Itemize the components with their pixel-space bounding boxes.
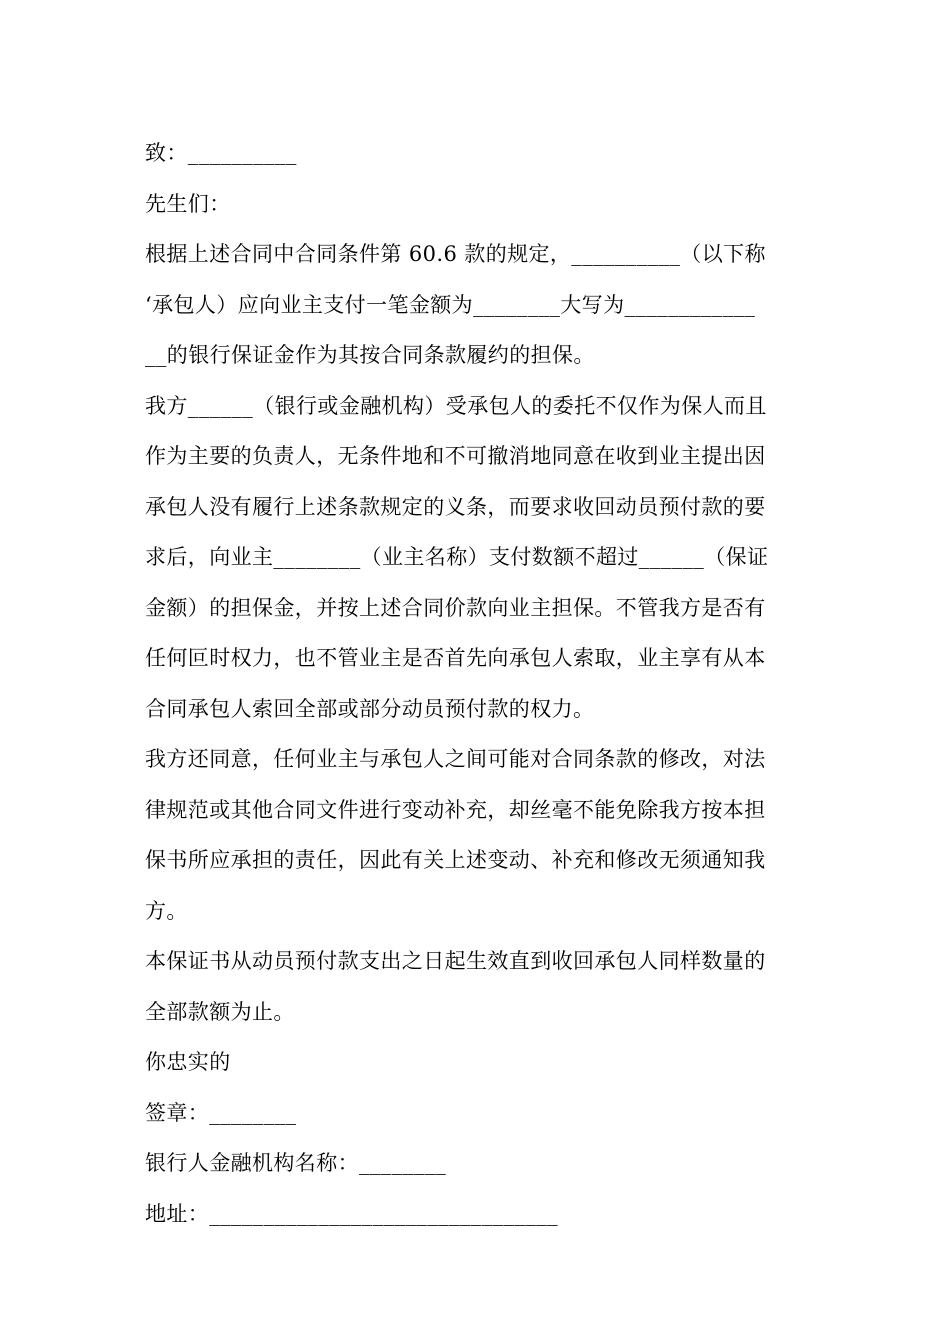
paragraph-3-line-2: 律规范或其他合同文件进行变动补充，却丝毫不能免除我方按本担 <box>145 797 766 822</box>
addressee-line: 致：__________ <box>145 141 297 165</box>
paragraph-1-line-3: __的银行保证金作为其按合同条款履约的担保。 <box>145 343 595 367</box>
paragraph-2-line-1: 我方______（银行或金融机构）受承包人的委托不仅作为保人而且 <box>145 393 767 418</box>
paragraph-2-line-7: 合同承包人索回全部或部分动员预付款的权力。 <box>145 696 595 721</box>
paragraph-2-line-2: 作为主要的负责人，无条件地和不可撤消地同意在收到业主提出因 <box>145 444 766 468</box>
address-line: 地址：________________________________ <box>145 1201 558 1226</box>
paragraph-3-line-1: 我方还同意，任何业主与承包人之间可能对合同条款的修改，对法 <box>145 747 766 771</box>
paragraph-2-line-3: 承包人没有履行上述条款规定的义条，而要求收回动员预付款的要 <box>145 494 766 519</box>
paragraph-3-line-3: 保书所应承担的责任，因此有关上述变动、补充和修改无须通知我 <box>145 848 766 872</box>
paragraph-2 <box>145 384 810 738</box>
paragraph-1 <box>145 232 810 384</box>
paragraph-4-line-2: 全部款额为止。 <box>145 999 295 1024</box>
guarantee-letter <box>145 131 810 1242</box>
bank-name-line: 银行人金融机构名称：________ <box>145 1151 447 1175</box>
paragraph-3-line-4: 方。 <box>145 898 188 923</box>
paragraph-1-line-2: ‘承包人）应向业主支付一笔金额为________大写为____________ <box>145 292 756 317</box>
signature-line: 签章：________ <box>145 1100 297 1125</box>
closing: 你忠实的 <box>145 1050 231 1074</box>
paragraph-2-line-4: 求后，向业主________（业主名称）支付数额不超过______（保证 <box>145 545 769 569</box>
paragraph-4-line-1: 本保证书从动员预付款支出之日起生效直到收回承包人同样数量的 <box>145 949 766 973</box>
paragraph-3 <box>145 737 810 939</box>
paragraph-2-line-6: 任何叵时权力，也不管业主是否首先向承包人索取，业主享有从本 <box>145 646 766 670</box>
paragraph-4 <box>145 939 810 1040</box>
salutation: 先生们： <box>145 191 231 216</box>
paragraph-2-line-5: 金额）的担保金，并按上述合同价款向业主担保。不管我方是否有 <box>145 595 766 620</box>
paragraph-1-line-1: 根据上述合同中合同条件第 60.6 款的规定，__________（以下称 <box>145 242 766 266</box>
